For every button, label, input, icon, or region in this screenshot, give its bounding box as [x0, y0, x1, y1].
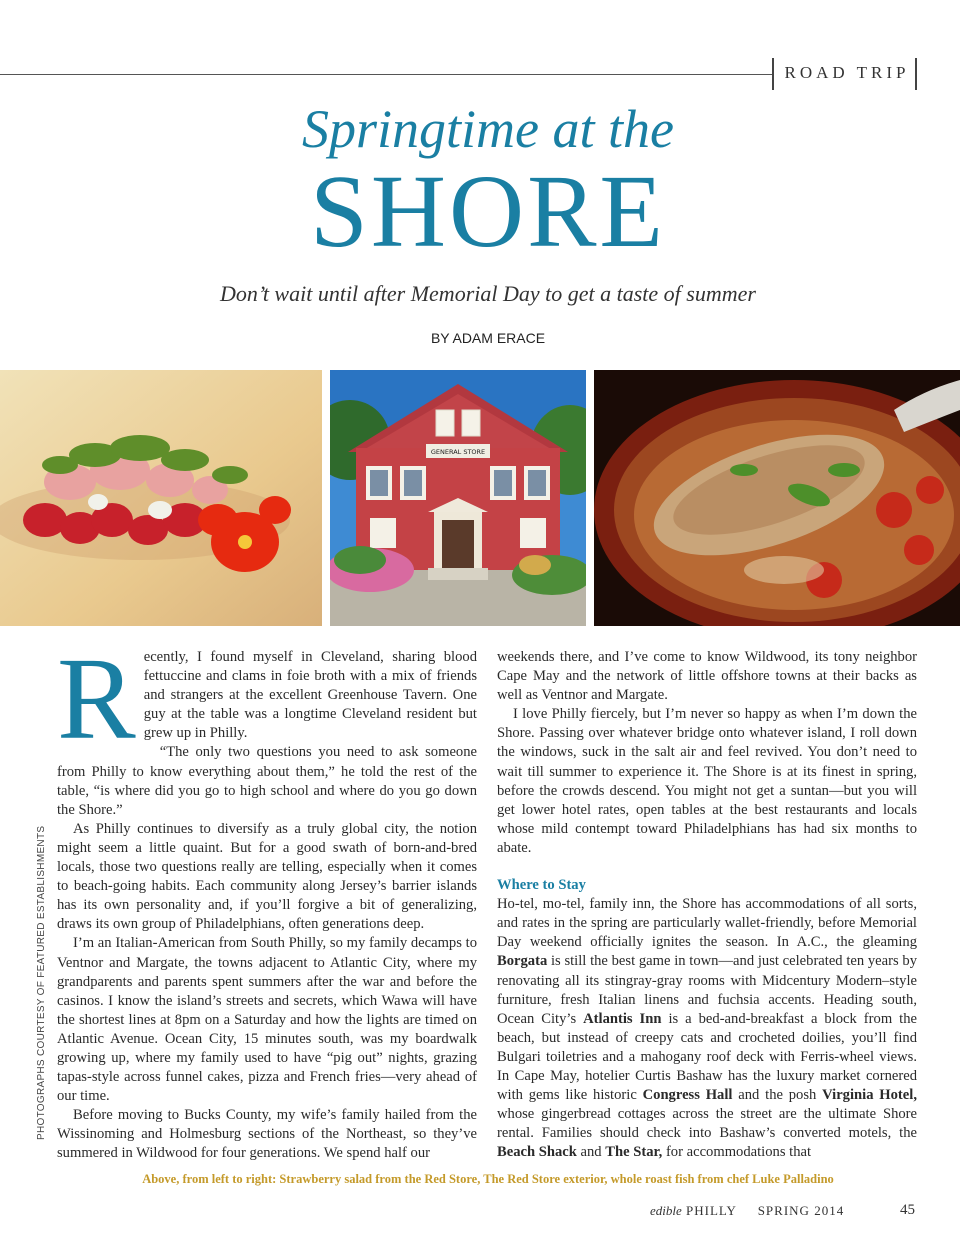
footer-brand-italic: edible	[650, 1203, 682, 1218]
paragraph-5: Before moving to Bucks County, my wife’s family hailed from the Wissinoming and Holmesburg sections of the Northeast, so they’ve summered in Wildwood for four generations. We spend half our	[57, 1107, 477, 1162]
section-tag: ROAD TRIP	[784, 63, 910, 82]
place-the-star: The Star,	[605, 1144, 663, 1161]
paragraph-8: Ho-tel, mo-tel, family inn, the Shore has accommodations of all sorts, and rates in the spring are particularly wallet-friendly, before Memorial Day weekend officially ignites the season. In A.C., the gleaming Borgata is still the best game in town—and just celebrated ten years by renovating all its stingray-gray rooms with Midcentury Modern–style furniture, fresh Italian linens and fuchsia accents. Heading south, Ocean City’s Atlantis Inn is a bed-and-breakfast a block from the beach, but instead of creepy cats and crocheted doilies, you’ll find Bulgari toiletries and a mahogany roof deck with Ferris-wheel views. In Cape May, hotelier Curtis Bashaw has the luxury market cornered with gems like historic Congress Hall and the posh Virginia Hotel, whose gingerbread cottages across the street are the ultimate Shore rental. Families should check into Bashaw’s converted motels, the Beach Shack and The Star, for accommodations that	[497, 896, 917, 1161]
paragraph-2: “The only two questions you need to ask someone from Philly to know everything about them,” he told the rest of the table, “is where did you go to high school and where do you go down the Shore.”	[57, 744, 477, 818]
page-number: 45	[900, 1202, 915, 1218]
place-borgata: Borgata	[497, 953, 548, 970]
footer-brand: PHILLY	[686, 1203, 737, 1218]
footer	[650, 1203, 844, 1219]
article-column-2	[497, 648, 917, 1162]
title-line1: Springtime at the	[302, 99, 674, 159]
photo-strawberry-salad	[0, 370, 322, 626]
footer-issue: SPRING 2014	[757, 1203, 845, 1218]
place-congress-hall: Congress Hall	[642, 1087, 733, 1104]
title-line2: SHORE	[310, 154, 666, 269]
paragraph-7: I love Philly fiercely, but I’m never so happy as when I’m down the Shore. Passing over whatever bridge onto whatever island, I roll down the windows, suck in the salt air and feel revived. You don’t need to wait till summer to experience it. The Shore is at its finest in spring, before the crowds descend. You might not get a suntan—but you will get lower hotel rates, open tables at the best restaurants and locals whose mild contempt toward Philadelphians has had six months to abate.	[497, 706, 917, 856]
article-column-1	[57, 633, 477, 1164]
store-sign: GENERAL STORE	[430, 448, 486, 456]
place-beach-shack: Beach Shack	[497, 1144, 577, 1161]
paragraph-1: Recently, I found myself in Cleveland, sharing blood fettuccine and clams in foie broth with a mix of friends and strangers at the excellent Greenhouse Tavern. One guy at the table was a longtime Cleveland resident but grew up in Philly.	[57, 633, 477, 764]
byline: BY ADAM ERACE	[430, 330, 546, 346]
photo-caption: Above, from left to right: Strawberry salad from the Red Store, The Red Store exterior, whole roast fish from chef Luke Palladino	[142, 1172, 834, 1186]
paragraph-4: I’m an Italian-American from South Philly, so my family decamps to Ventnor and Margate, the towns adjacent to Atlantic City, where my grandparents and parents spent summers after the war and before the casinos. I know the island’s streets and secrets, which Wawa will have the shortest lines at 8pm on a Saturday and how the lights are timed on Atlantic Avenue. Ocean City, 15 minutes south, was my boardwalk growing up, where my family used to have “pig out” nights, grazing tapas-style across funnel cakes, pizza and French fries—very ahead of our time.	[57, 935, 477, 1105]
paragraph-6: weekends there, and I’ve come to know Wildwood, its tony neighbor Cape May and the network of little offshore towns at their backs as well as Ventnor and Margate.	[497, 649, 917, 704]
photo-roast-fish	[594, 370, 960, 626]
header-bar-right	[915, 58, 917, 90]
drop-cap: R	[57, 633, 136, 764]
photo-credit: PHOTOGRAPHS COURTESY OF FEATURED ESTABLISHMENTS	[36, 825, 47, 1140]
header-rule	[0, 74, 772, 75]
place-virginia-hotel: Virginia Hotel,	[822, 1087, 917, 1104]
subtitle: Don’t wait until after Memorial Day to get a taste of summer	[220, 281, 756, 306]
photo-red-store	[330, 370, 586, 626]
subhead-where-to-stay: Where to Stay	[497, 877, 586, 894]
paragraph-3: As Philly continues to diversify as a truly global city, the notion might seem a little quaint. But for a good swath of born-and-bred locals, those two questions really are telling, especially when it comes to beach-going habits. Each community along Jersey’s barrier islands has its own personality and, if you’ll forgive a bit of generalizing, draws its own group of Philadelphians, often generations deep.	[57, 820, 477, 933]
header-bar-left	[772, 58, 774, 90]
place-atlantis-inn: Atlantis Inn	[583, 1010, 662, 1027]
